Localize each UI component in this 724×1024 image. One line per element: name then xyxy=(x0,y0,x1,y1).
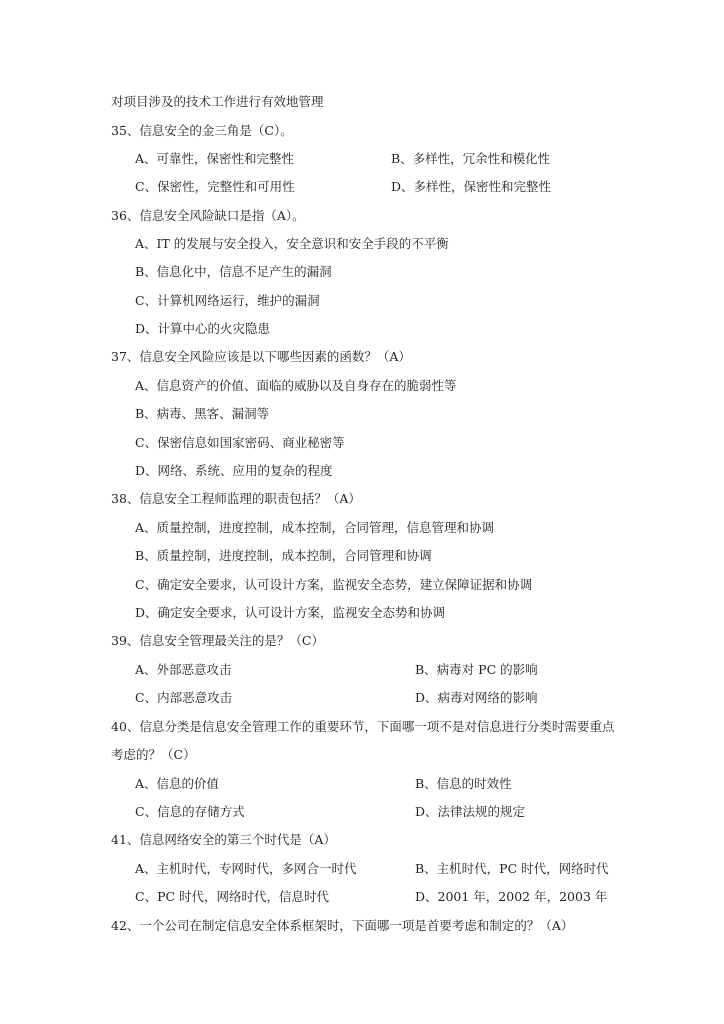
intro-line: 对项目涉及的技术工作进行有效地管理 xyxy=(111,94,324,109)
q35-option-b: B、多样性，冗余性和模化性 xyxy=(391,151,551,166)
question-38: 38、信息安全工程师监理的职责包括？（A） xyxy=(111,491,361,506)
q36-option-d: D、计算中心的火灾隐患 xyxy=(135,321,271,336)
question-40-continued: 考虑的？（C） xyxy=(111,747,196,762)
q38-option-b: B、质量控制，进度控制，成本控制，合同管理和协调 xyxy=(135,548,432,563)
q39-option-d: D、病毒对网络的影响 xyxy=(415,690,538,705)
q40-option-c: C、信息的存储方式 xyxy=(135,804,245,819)
q41-option-a: A、主机时代，专网时代，多网合一时代 xyxy=(135,861,357,876)
q36-option-a: A、IT 的发展与安全投入，安全意识和安全手段的不平衡 xyxy=(135,236,449,251)
q39-option-a: A、外部恶意攻击 xyxy=(135,662,232,677)
q35-option-d: D、多样性，保密性和完整性 xyxy=(391,179,552,194)
question-40: 40、信息分类是信息安全管理工作的重要环节，下面哪一项不是对信息进行分类时需要重点 xyxy=(111,719,615,734)
question-42: 42、一个公司在制定信息安全体系框架时，下面哪一项是首要考虑和制定的？（A） xyxy=(111,918,574,933)
q40-option-d: D、法律法规的规定 xyxy=(415,804,526,819)
q37-option-d: D、网络、系统、应用的复杂的程度 xyxy=(135,463,333,478)
q37-option-c: C、保密信息如国家密码、商业秘密等 xyxy=(135,435,345,450)
q40-option-b: B、信息的时效性 xyxy=(415,776,512,791)
q37-option-b: B、病毒、黑客、漏洞等 xyxy=(135,406,270,421)
q38-option-d: D、确定安全要求，认可设计方案，监视安全态势和协调 xyxy=(135,605,446,620)
q41-option-b: B、主机时代，PC 时代，网络时代 xyxy=(415,861,609,876)
q38-option-c: C、确定安全要求，认可设计方案，监视安全态势，建立保障证据和协调 xyxy=(135,577,533,592)
q36-option-b: B、信息化中，信息不足产生的漏洞 xyxy=(135,264,332,279)
q37-option-a: A、信息资产的价值、面临的威胁以及自身存在的脆弱性等 xyxy=(135,378,457,393)
q41-option-c: C、PC 时代，网络时代，信息时代 xyxy=(135,889,330,904)
q39-option-b: B、病毒对 PC 的影响 xyxy=(415,662,538,677)
q36-option-c: C、计算机网络运行，维护的漏洞 xyxy=(135,293,320,308)
question-39: 39、信息安全管理最关注的是？（C） xyxy=(111,633,324,648)
q38-option-a: A、质量控制，进度控制，成本控制，合同管理，信息管理和协调 xyxy=(135,520,495,535)
q35-option-a: A、可靠性，保密性和完整性 xyxy=(135,151,295,166)
q35-option-c: C、保密性，完整性和可用性 xyxy=(135,179,295,194)
question-37: 37、信息安全风险应该是以下哪些因素的函数？（A） xyxy=(111,349,411,364)
question-36: 36、信息安全风险缺口是指（A）。 xyxy=(111,208,305,223)
q41-option-d: D、2001 年，2002 年，2003 年 xyxy=(415,889,608,904)
q39-option-c: C、内部恶意攻击 xyxy=(135,690,233,705)
question-35: 35、信息安全的金三角是（C）。 xyxy=(111,123,293,138)
question-41: 41、信息网络安全的第三个时代是（A） xyxy=(111,832,336,847)
q40-option-a: A、信息的价值 xyxy=(135,776,220,791)
